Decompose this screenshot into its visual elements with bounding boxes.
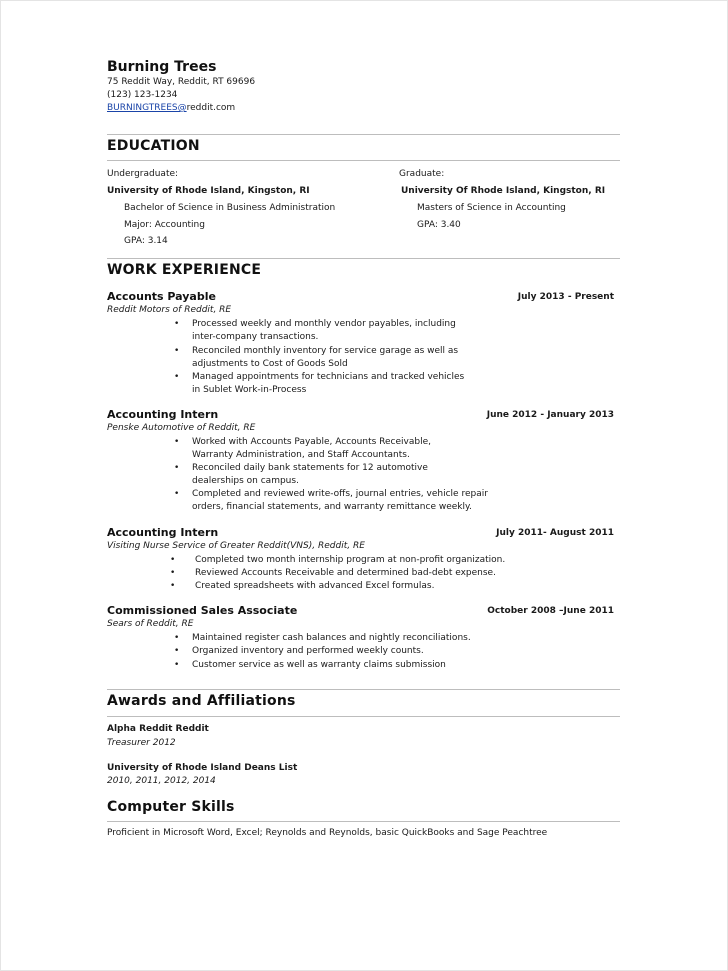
undergrad-degree: Bachelor of Science in Business Administration bbox=[124, 203, 336, 213]
job-company: Sears of Reddit, RE bbox=[107, 619, 194, 629]
bullet-text: Organized inventory and performed weekly counts. bbox=[192, 646, 424, 656]
bullet-text: orders, financial statements, and warranty remittance weekly. bbox=[192, 502, 472, 512]
job-dates: July 2013 - Present bbox=[517, 292, 614, 302]
divider bbox=[107, 258, 620, 259]
bullet-icon: • bbox=[174, 489, 180, 499]
bullet-icon: • bbox=[174, 346, 180, 356]
award-name: Alpha Reddit Reddit bbox=[107, 724, 209, 734]
bullet-text: Completed two month internship program at non-profit organization. bbox=[195, 555, 506, 565]
divider bbox=[107, 689, 620, 690]
job-dates: June 2012 - January 2013 bbox=[486, 410, 614, 420]
divider bbox=[107, 716, 620, 717]
bullet-text: in Sublet Work-in-Process bbox=[192, 385, 307, 395]
divider bbox=[107, 134, 620, 135]
bullet-icon: • bbox=[170, 568, 176, 578]
grad-gpa: GPA: 3.40 bbox=[417, 220, 461, 230]
bullet-text: Completed and reviewed write-offs, journal entries, vehicle repair bbox=[192, 489, 488, 499]
bullet-text: Reconciled daily bank statements for 12 automotive bbox=[192, 463, 428, 473]
award-detail: Treasurer 2012 bbox=[107, 738, 176, 748]
bullet-text: dealerships on campus. bbox=[192, 476, 299, 486]
divider bbox=[107, 821, 620, 822]
email[interactable] bbox=[107, 103, 235, 113]
award-detail: 2010, 2011, 2012, 2014 bbox=[107, 776, 216, 786]
bullet-icon: • bbox=[174, 319, 180, 329]
bullet-icon: • bbox=[174, 633, 180, 643]
awards-heading: Awards and Affiliations bbox=[107, 693, 296, 709]
bullet-text: Created spreadsheets with advanced Excel formulas. bbox=[195, 581, 435, 591]
award-name: University of Rhode Island Deans List bbox=[107, 763, 298, 773]
work-heading: WORK EXPERIENCE bbox=[107, 262, 262, 278]
bullet-text: Processed weekly and monthly vendor payables, including bbox=[192, 319, 456, 329]
bullet-icon: • bbox=[170, 581, 176, 591]
bullet-text: Maintained register cash balances and nightly reconciliations. bbox=[192, 633, 471, 643]
bullet-icon: • bbox=[170, 555, 176, 565]
bullet-icon: • bbox=[174, 372, 180, 382]
undergrad-major: Major: Accounting bbox=[124, 220, 205, 230]
skills-text: Proficient in Microsoft Word, Excel; Reynolds and Reynolds, basic QuickBooks and Sage Peachtree bbox=[107, 828, 548, 838]
undergrad-label: Undergraduate: bbox=[107, 169, 179, 179]
bullet-text: Warranty Administration, and Staff Accountants. bbox=[192, 450, 410, 460]
grad-school: University Of Rhode Island, Kingston, RI bbox=[401, 186, 606, 196]
job-title: Accounts Payable bbox=[107, 290, 216, 303]
job-dates: October 2008 –June 2011 bbox=[487, 606, 614, 616]
bullet-icon: • bbox=[174, 437, 180, 447]
job-title: Accounting Intern bbox=[107, 408, 219, 421]
job-company: Penske Automotive of Reddit, RE bbox=[107, 423, 256, 433]
email-user[interactable]: BURNINGTREES@ bbox=[107, 103, 187, 113]
bullet-text: Worked with Accounts Payable, Accounts Receivable, bbox=[192, 437, 431, 447]
candidate-name: Burning Trees bbox=[107, 59, 217, 75]
bullet-text: Reconciled monthly inventory for service garage as well as bbox=[192, 346, 459, 356]
bullet-text: Customer service as well as warranty claims submission bbox=[192, 660, 446, 670]
grad-label: Graduate: bbox=[399, 169, 445, 179]
bullet-text: inter-company transactions. bbox=[192, 332, 319, 342]
job-dates: July 2011- August 2011 bbox=[496, 528, 614, 538]
bullet-text: Reviewed Accounts Receivable and determined bad-debt expense. bbox=[195, 568, 496, 578]
job-company: Reddit Motors of Reddit, RE bbox=[107, 305, 232, 315]
bullet-icon: • bbox=[174, 646, 180, 656]
bullet-text: Managed appointments for technicians and tracked vehicles bbox=[192, 372, 465, 382]
bullet-icon: • bbox=[174, 660, 180, 670]
address: 75 Reddit Way, Reddit, RT 69696 bbox=[107, 77, 256, 87]
undergrad-school: University of Rhode Island, Kingston, RI bbox=[107, 186, 310, 196]
grad-degree: Masters of Science in Accounting bbox=[417, 203, 566, 213]
job-company: Visiting Nurse Service of Greater Reddit(VNS), Reddit, RE bbox=[107, 541, 365, 551]
job-title: Accounting Intern bbox=[107, 526, 219, 539]
undergrad-gpa: GPA: 3.14 bbox=[124, 236, 168, 246]
bullet-icon: • bbox=[174, 463, 180, 473]
bullet-text: adjustments to Cost of Goods Sold bbox=[192, 359, 348, 369]
education-heading: EDUCATION bbox=[107, 138, 200, 154]
phone: (123) 123-1234 bbox=[107, 90, 178, 100]
job-title: Commissioned Sales Associate bbox=[107, 604, 298, 617]
email-domain: reddit.com bbox=[186, 103, 236, 113]
divider bbox=[107, 160, 620, 161]
skills-heading: Computer Skills bbox=[107, 799, 235, 815]
